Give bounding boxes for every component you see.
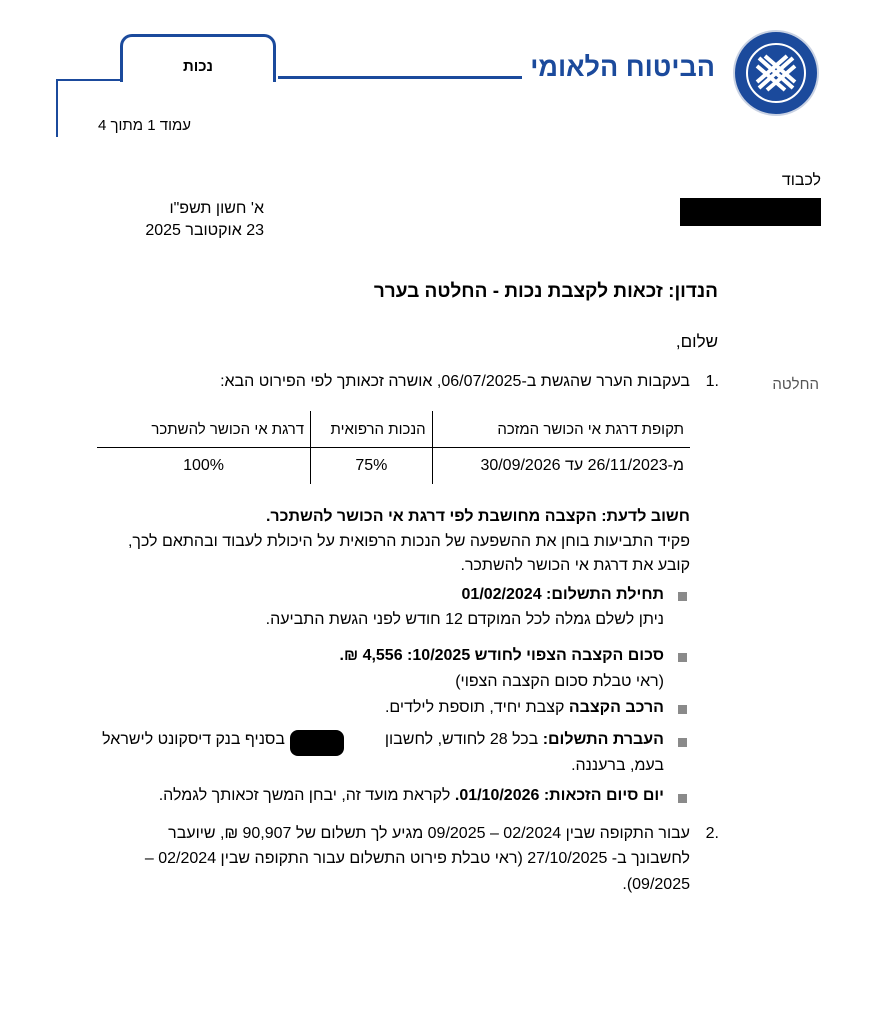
bullet-square-icon: [678, 794, 687, 803]
item2-line: עבור התקופה שבין 02/2024 – 09/2025 מגיע לך תשלום של 90,907 ₪, שיועבר: [168, 825, 690, 842]
header-left-line: [56, 79, 123, 81]
item-number: 1.: [705, 373, 719, 390]
transfer-line2: בעמ, ברעננה.: [571, 757, 664, 774]
header-divider: [278, 76, 522, 79]
composition-text: קצבת יחיד, תוספת לילדים.: [384, 699, 565, 716]
logo-emblem-icon: [745, 42, 807, 104]
table-cell-medical: 75%: [311, 448, 433, 485]
org-name: הביטוח הלאומי: [530, 52, 715, 82]
subject-line: הנדון: זכאות לקצבת נכות - החלטה בערר: [373, 281, 718, 302]
table-header: הנכות הרפואית: [311, 411, 433, 448]
composition-line: [385, 699, 664, 717]
expected-amount-label: סכום הקצבה הצפוי לחודש 10/2025: 4,556 ₪.: [339, 647, 664, 664]
important-note-line: קובע את דרגת אי הכושר להשתכר.: [460, 557, 690, 574]
national-insurance-logo: [733, 30, 819, 116]
greeting: שלום,: [675, 332, 718, 351]
header-left-vline: [56, 79, 58, 137]
item2-line: 09/2025).: [622, 876, 690, 893]
eligibility-end-text: לקראת מועד זה, יבחן המשך זכאותך לגמלה.: [158, 787, 451, 804]
item-number: 2.: [705, 825, 719, 842]
table-cell-incapacity: 100%: [183, 457, 224, 474]
payment-start-note: ניתן לשלם גמלה לכל המוקדם 12 חודש לפני הגשת התביעה.: [265, 611, 664, 628]
table-header: תקופת דרגת אי הכושר המזכה: [432, 411, 690, 448]
eligibility-end-label: יום סיום הזכאות: 01/10/2026.: [454, 787, 664, 804]
important-note-line: פקיד התביעות בוחן את ההשפעה של הנכות הרפואית על היכולת לעבוד ובהתאם לכך,: [127, 533, 690, 550]
redacted-account-number: [290, 730, 344, 756]
table-row: [97, 448, 690, 485]
bullet-square-icon: [678, 705, 687, 714]
transfer-line: [385, 731, 664, 749]
side-label-decision: החלטה: [772, 376, 819, 393]
eligibility-end-line: [159, 787, 664, 805]
hebrew-date: א' חשון תשפ"ו: [169, 200, 264, 217]
table-cell-period: מ-26/11/2023 עד 30/09/2026: [480, 457, 684, 474]
transfer-label: העברת התשלום:: [542, 731, 664, 748]
eligibility-table: [97, 411, 690, 484]
redacted-name: [680, 198, 821, 226]
bullet-square-icon: [678, 653, 687, 662]
item1-text: בעקבות הערר שהגשת ב-06/07/2025, אושרה זכאותך לפי הפירוט הבא:: [220, 373, 690, 390]
transfer-text: בכל 28 לחודש, לחשבון: [384, 731, 539, 748]
tab-label: נכות: [182, 58, 214, 75]
addressee-label: לכבוד: [781, 172, 821, 189]
gregorian-date: 23 אוקטובר 2025: [145, 222, 264, 239]
bullet-square-icon: [678, 738, 687, 747]
payment-start-label: תחילת התשלום: 01/02/2024: [461, 586, 664, 603]
composition-label: הרכב הקצבה: [568, 699, 664, 716]
page-indicator: עמוד 1 מתוך 4: [98, 117, 192, 134]
important-note-title: חשוב לדעת: הקצבה מחושבת לפי דרגת אי הכושר להשתכר.: [265, 508, 690, 525]
bullet-square-icon: [678, 592, 687, 601]
expected-amount-note: (ראי טבלת סכום הקצבה הצפוי): [455, 673, 664, 690]
item2-line: לחשבונך ב- 27/10/2025 (ראי טבלת פירוט התשלום עבור התקופה שבין 02/2024 –: [144, 850, 690, 867]
transfer-bank: בסניף בנק דיסקונט לישראל: [102, 731, 285, 748]
table-header: דרגת אי הכושר להשתכר: [97, 411, 311, 448]
